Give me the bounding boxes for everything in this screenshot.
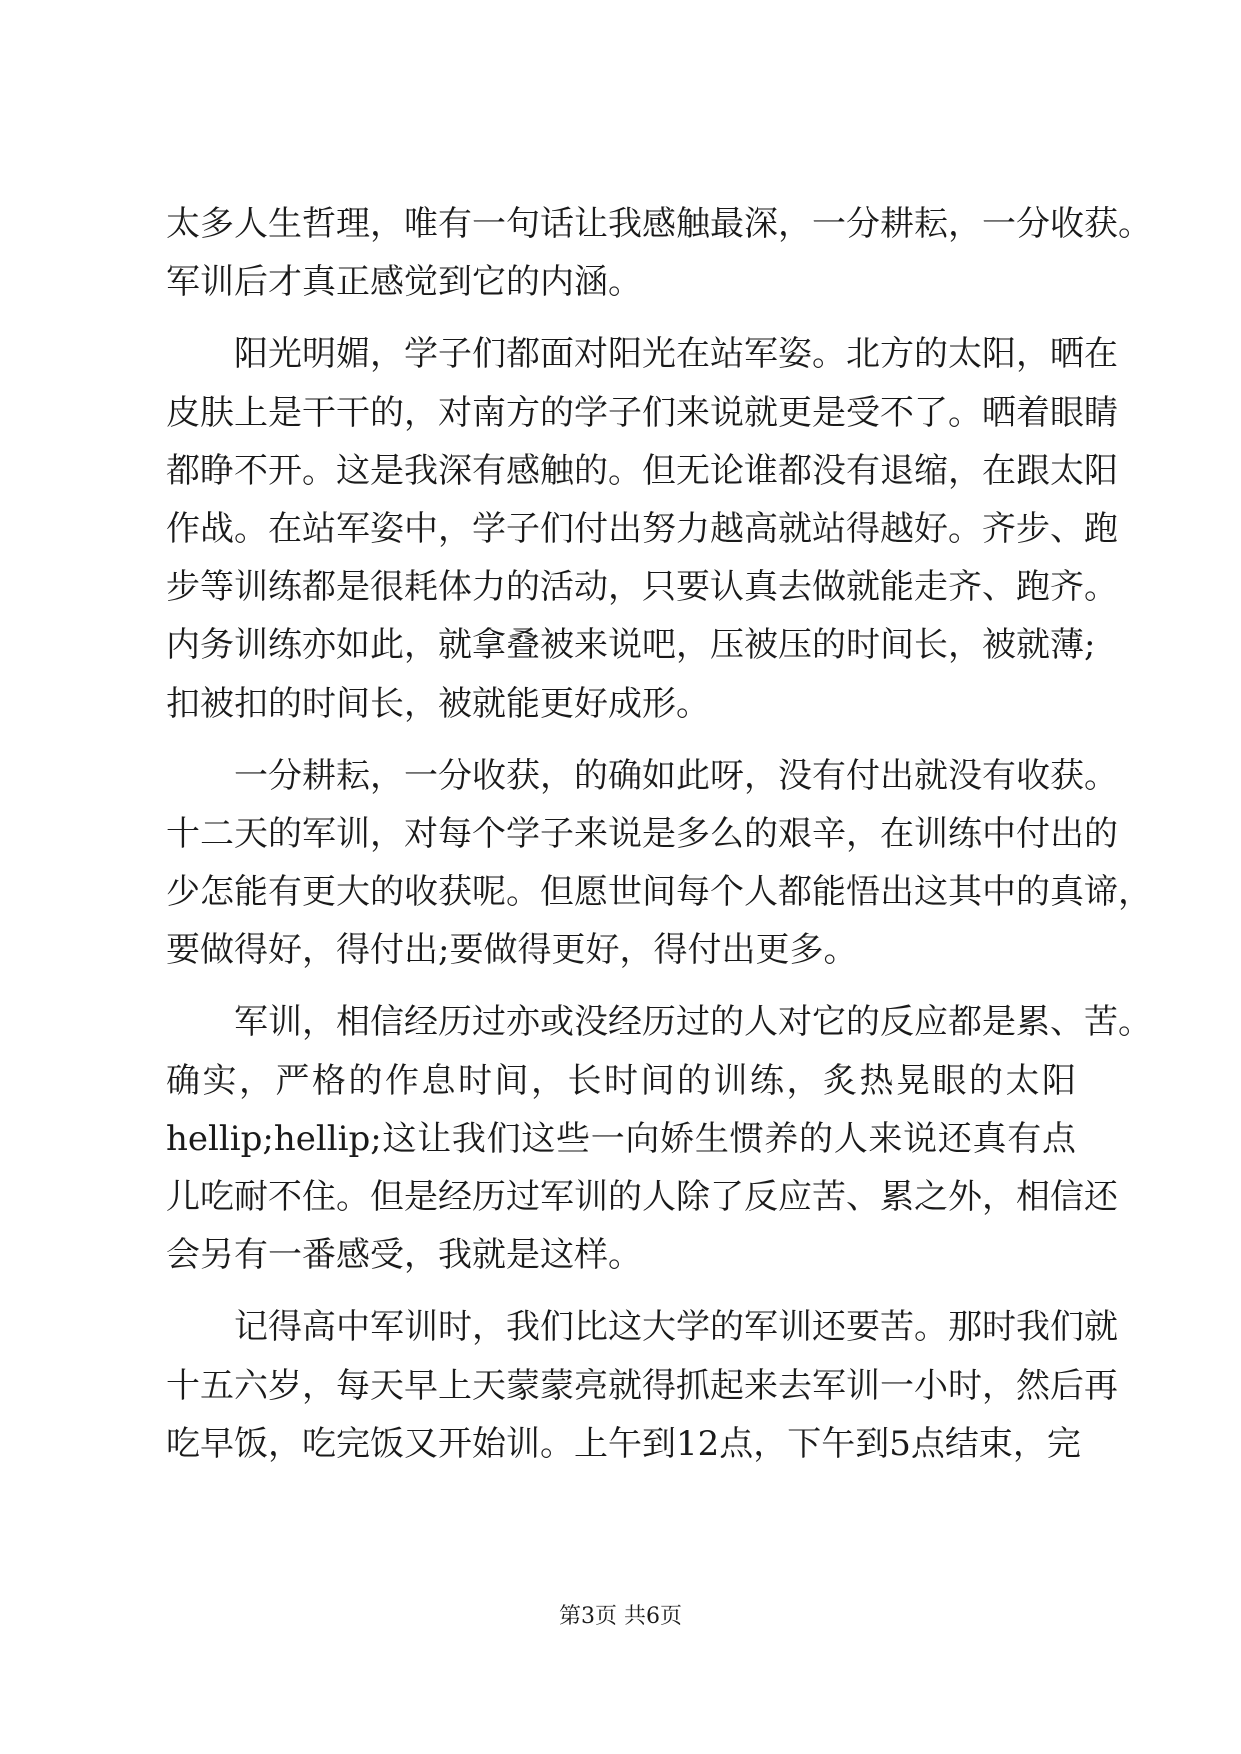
- text-line: 吃早饭，吃完饭又开始训。上午到12点，下午到5点结束，完: [166, 1423, 1081, 1464]
- document-body: [166, 195, 1152, 1473]
- text-line: 太多人生哲理，唯有一句话让我感触最深，一分耕耘，一分收获。: [166, 204, 1152, 244]
- text-line: 都睁不开。这是我深有感触的。但无论谁都没有退缩，在跟太阳: [166, 450, 1118, 491]
- text-line: 作战。在站军姿中，学子们付出努力越高就站得越好。齐步、跑: [166, 508, 1118, 549]
- text-line: 确实，严格的作息时间，长时间的训练，炙热晃眼的太阳: [166, 1060, 1076, 1101]
- text-line: 军训，相信经历过亦或没经历过的人对它的反应都是累、苦。: [234, 1002, 1152, 1043]
- text-line: 军训后才真正感觉到它的内涵。: [166, 262, 642, 303]
- text-line: 内务训练亦如此，就拿叠被来说吧，压被压的时间长，被就薄;: [166, 625, 1096, 666]
- text-line: 扣被扣的时间长，被就能更好成形。: [166, 683, 710, 724]
- text-line: 记得高中军训时，我们比这大学的军训还要苦。那时我们就: [234, 1307, 1118, 1348]
- text-line: hellip;hellip;这让我们这些一向娇生惯养的人来说还真有点: [166, 1118, 1076, 1159]
- text-line: 一分耕耘，一分收获，的确如此呀，没有付出就没有收获。: [234, 755, 1118, 796]
- text-line: 阳光明媚，学子们都面对阳光在站军姿。北方的太阳，晒在: [234, 334, 1118, 375]
- text-line: 皮肤上是干干的，对南方的学子们来说就更是受不了。晒着眼睛: [166, 392, 1118, 433]
- text-line: 十二天的军训，对每个学子来说是多么的艰辛，在训练中付出的: [166, 813, 1118, 854]
- text-line: 要做得好，得付出;要做得更好，得付出更多。: [166, 930, 858, 971]
- page-number: 第3页 共6页: [559, 1604, 682, 1629]
- text-line: 儿吃耐不住。但是经历过军训的人除了反应苦、累之外，相信还: [166, 1177, 1118, 1217]
- text-line: 步等训练都是很耗体力的活动，只要认真去做就能走齐、跑齐。: [166, 567, 1118, 608]
- text-line: 少怎能有更大的收获呢。但愿世间每个人都能悟出这其中的真谛，: [166, 872, 1152, 913]
- text-line: 会另有一番感受，我就是这样。: [166, 1235, 642, 1276]
- text-line: 十五六岁，每天早上天蒙蒙亮就得抓起来去军训一小时，然后再: [166, 1365, 1118, 1406]
- page-footer: [0, 1602, 1241, 1632]
